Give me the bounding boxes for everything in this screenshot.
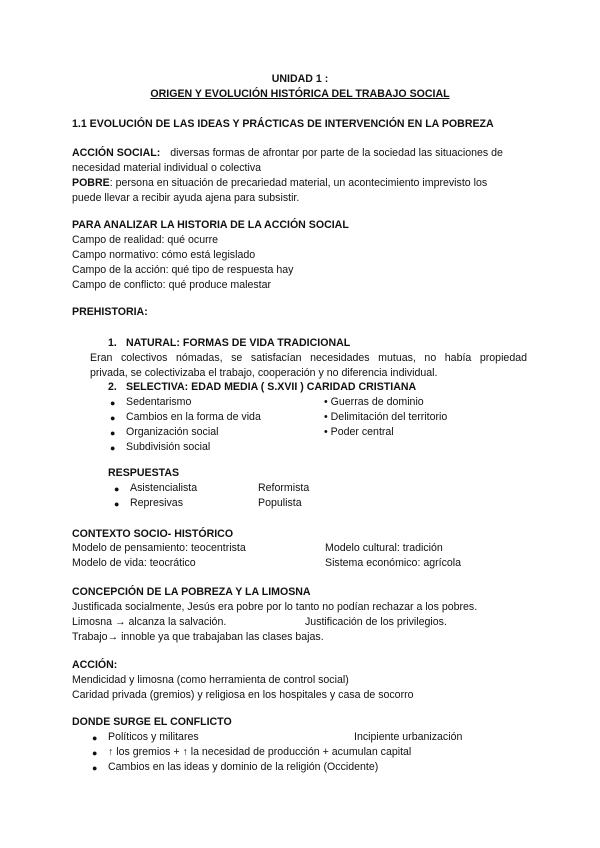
analizar-item: Campo normativo: cómo está legislado	[72, 249, 256, 261]
bullet-icon: ●	[110, 443, 116, 453]
contexto-item: Modelo de vida: teocrático	[72, 557, 196, 569]
list-item: Sedentarismo	[126, 396, 192, 408]
list-item: Subdivisión social	[126, 441, 211, 453]
list-item: Cambios en la forma de vida	[126, 411, 261, 423]
respuestas-heading: RESPUESTAS	[108, 467, 180, 479]
bullet-icon: ●	[110, 413, 116, 423]
contexto-item: Modelo cultural: tradición	[325, 542, 443, 554]
list-item-right: • Poder central	[324, 426, 394, 438]
conflicto-item: ↑ los gremios + ↑ la necesidad de producción + acumulan capital	[108, 746, 412, 758]
prehistoria-item1-text-line1: Eran colectivos nómadas, se satisfacían necesidades mutuas, no había propiedad	[90, 352, 527, 364]
bullet-icon: ●	[92, 748, 98, 758]
accion-line: Caridad privada (gremios) y religiosa en los hospitales y casa de socorro	[72, 689, 414, 701]
definition-accion-social-line2: necesidad material individual o colectiva	[72, 162, 262, 174]
prehistoria-item1-text-line2: privada, se colectivizaba el trabajo, cooperación y no diferencia individual.	[90, 367, 438, 379]
bullet-icon: ●	[92, 733, 98, 743]
respuesta-item: Represivas	[130, 497, 183, 509]
bullet-icon: ●	[110, 398, 116, 408]
concepcion-line: Trabajo→ innoble ya que trabajaban las clases bajas.	[72, 631, 324, 643]
accion-heading: ACCIÓN:	[72, 659, 118, 671]
definition-pobre	[72, 176, 487, 191]
definition-pobre-line1: : persona en situación de precariedad material, un acontecimiento imprevisto los	[109, 177, 488, 189]
analizar-item: Campo de realidad: qué ocurre	[72, 234, 219, 246]
accion-line: Mendicidad y limosna (como herramienta de control social)	[72, 674, 349, 686]
list-item-right: • Delimitación del territorio	[324, 411, 448, 423]
conflicto-heading: DONDE SURGE EL CONFLICTO	[72, 716, 232, 728]
list-item: Organización social	[126, 426, 219, 438]
respuesta-item: Asistencialista	[130, 482, 198, 494]
prehistoria-item1-number: 1.	[108, 337, 117, 349]
bullet-icon: ●	[92, 763, 98, 773]
respuesta-item: Reformista	[258, 482, 310, 494]
concepcion-line: Justificada socialmente, Jesús era pobre por lo tanto no podían rechazar a los pobres.	[72, 601, 478, 613]
term-accion-social: ACCIÓN SOCIAL:	[72, 147, 161, 159]
list-item-right: • Guerras de dominio	[324, 396, 424, 408]
analizar-heading: PARA ANALIZAR LA HISTORIA DE LA ACCIÓN SOCIAL	[72, 219, 349, 231]
prehistoria-item2-number: 2.	[108, 381, 117, 393]
prehistoria-item2-title: SELECTIVA: EDAD MEDIA ( S.XVII ) CARIDAD CRISTIANA	[126, 381, 417, 393]
analizar-item: Campo de la acción: qué tipo de respuesta hay	[72, 264, 294, 276]
prehistoria-item1-title: NATURAL: FORMAS DE VIDA TRADICIONAL	[126, 337, 351, 349]
contexto-heading: CONTEXTO SOCIO- HISTÓRICO	[72, 528, 234, 540]
conflicto-item: Políticos y militares	[108, 731, 199, 743]
definition-accion-social-line1: diversas formas de afrontar por parte de la sociedad las situaciones de	[170, 147, 503, 159]
respuesta-item: Populista	[258, 497, 302, 509]
concepcion-line: Justificación de los privilegios.	[305, 616, 447, 628]
bullet-icon: ●	[114, 499, 120, 509]
unit-title: UNIDAD 1 :	[271, 73, 329, 85]
contexto-item: Modelo de pensamiento: teocentrista	[72, 542, 246, 554]
concepcion-line: Limosna → alcanza la salvación.	[72, 616, 227, 628]
analizar-item: Campo de conflicto: qué produce malestar	[72, 279, 272, 291]
definition-accion-social	[72, 146, 527, 161]
conflicto-item: Incipiente urbanización	[354, 731, 463, 743]
contexto-item: Sistema económico: agrícola	[325, 557, 462, 569]
unit-subtitle: ORIGEN Y EVOLUCIÓN HISTÓRICA DEL TRABAJO SOCIAL	[150, 88, 450, 100]
bullet-icon: ●	[110, 428, 116, 438]
bullet-icon: ●	[114, 484, 120, 494]
conflicto-item: Cambios en las ideas y dominio de la religión (Occidente)	[108, 761, 379, 773]
concepcion-heading: CONCEPCIÓN DE LA POBREZA Y LA LIMOSNA	[72, 586, 311, 598]
section-heading-1-1: 1.1 EVOLUCIÓN DE LAS IDEAS Y PRÁCTICAS DE INTERVENCIÓN EN LA POBREZA	[72, 118, 494, 130]
term-pobre: POBRE	[72, 177, 110, 189]
definition-pobre-line2: puede llevar a recibir ayuda ajena para subsistir.	[72, 192, 300, 204]
prehistoria-heading: PREHISTORIA:	[72, 306, 148, 318]
